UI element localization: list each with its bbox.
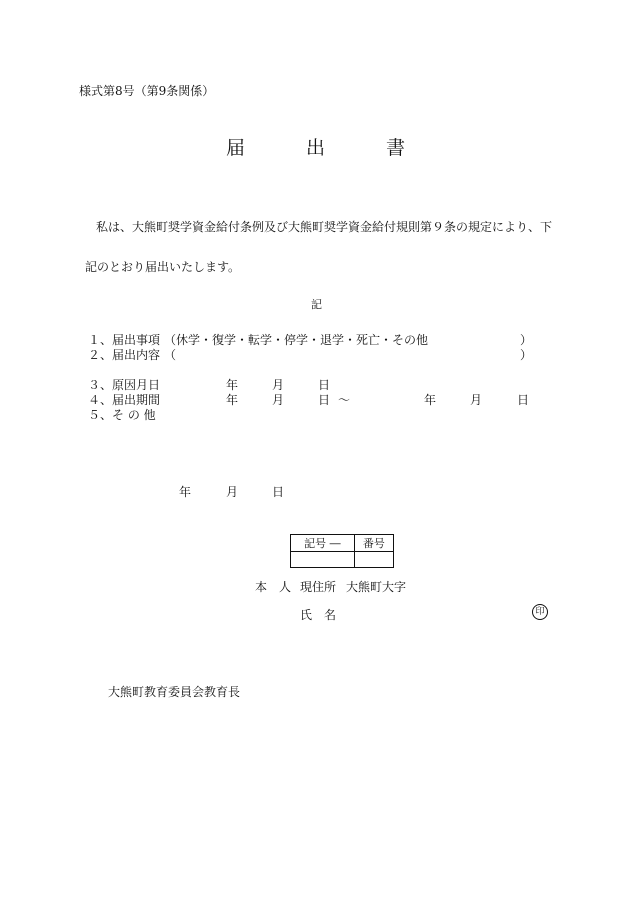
intro-line-1: 私は、大熊町奨学資金給付条例及び大熊町奨学資金給付規則第９条の規定により、下 <box>96 220 553 234</box>
address-label: 現住所 <box>300 580 337 594</box>
item3-year: 年 <box>226 378 239 392</box>
item4-label: ４、届出期間 <box>88 393 161 407</box>
item4-to-month: 月 <box>470 393 483 407</box>
form-number-label: 様式第8号（第9条関係） <box>79 84 215 98</box>
item4-from-day: 日 <box>318 393 331 407</box>
item2-open-paren: （ <box>164 348 177 362</box>
title-char-1: 届 <box>226 137 246 159</box>
kigou-header: 記号 ― <box>291 535 355 552</box>
ki-heading: 記 <box>311 298 322 311</box>
kigou-cell[interactable] <box>291 552 355 568</box>
address-value: 大熊町大字 <box>346 580 407 594</box>
bangou-cell[interactable] <box>354 552 393 568</box>
number-box <box>290 534 394 568</box>
item4-to-day: 日 <box>517 393 530 407</box>
intro-line-2: 記のとおり届出いたします。 <box>85 260 241 274</box>
item1-label: １、届出事項 <box>88 333 161 347</box>
honnin-label: 本 人 <box>255 580 292 594</box>
title-char-3: 書 <box>386 137 406 159</box>
item3-month: 月 <box>272 378 285 392</box>
item4-from-month: 月 <box>272 393 285 407</box>
seal-mark: 印 <box>532 604 548 620</box>
item2-label: ２、届出内容 <box>88 348 161 362</box>
item5-label: ５、そ の 他 <box>88 408 156 422</box>
item4-from-year: 年 <box>226 393 239 407</box>
bangou-header: 番号 <box>354 535 393 552</box>
item1-options: （休学・復学・転学・停学・退学・死亡・その他 <box>164 333 429 347</box>
item3-day: 日 <box>318 378 331 392</box>
item3-label: ３、原因月日 <box>88 378 161 392</box>
item4-to-year: 年 <box>424 393 437 407</box>
date-day: 日 <box>272 485 285 499</box>
name-label: 氏 名 <box>300 608 337 622</box>
date-month: 月 <box>226 485 239 499</box>
addressee: 大熊町教育委員会教育長 <box>108 685 241 699</box>
item1-close-paren: ） <box>520 333 533 347</box>
date-year: 年 <box>179 485 192 499</box>
item2-close-paren: ） <box>520 348 533 362</box>
title-char-2: 出 <box>306 137 326 159</box>
item4-tilde: 〜 <box>338 393 351 407</box>
